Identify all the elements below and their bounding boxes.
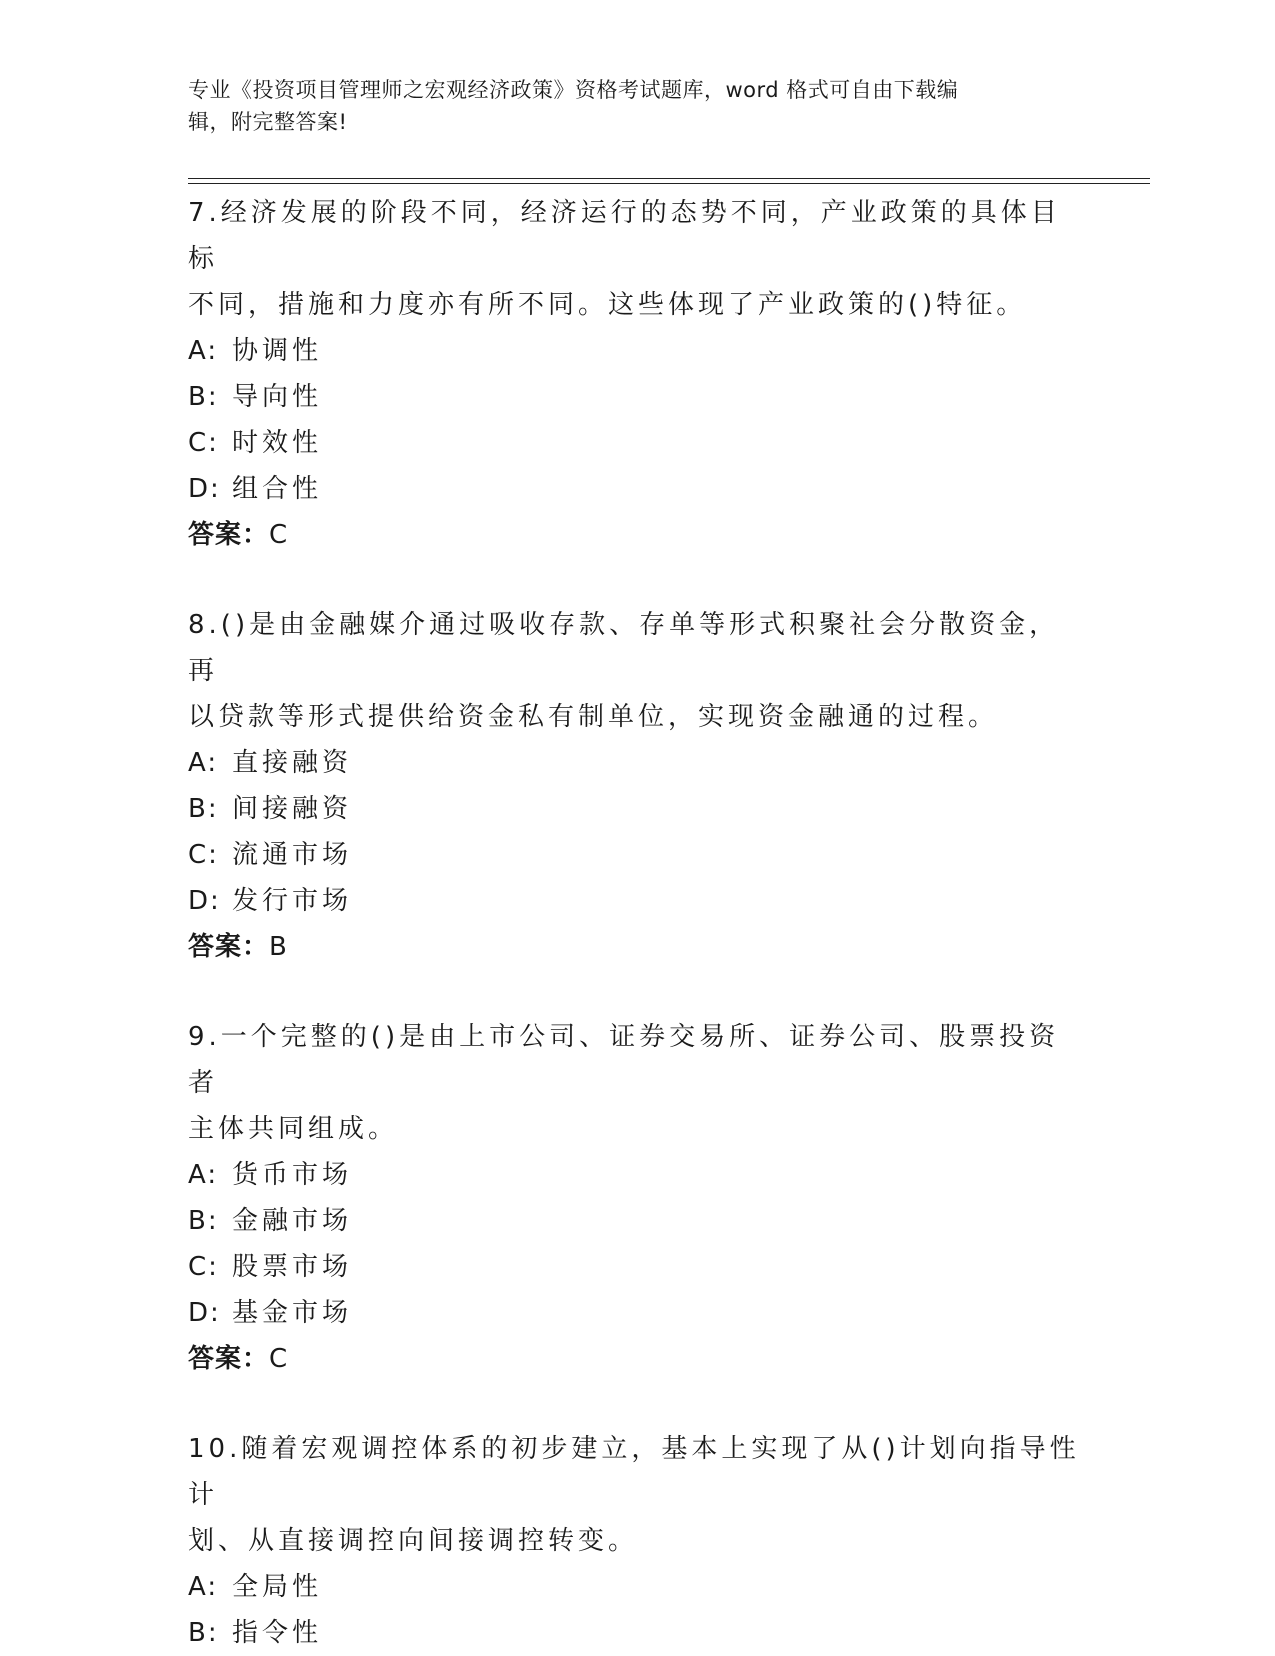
question-stem-line: 9.一个完整的()是由上市公司、证券交易所、证券公司、股票投资者 <box>188 1022 1060 1098</box>
question-9 <box>188 1014 1088 1382</box>
option-letter: B: <box>188 1618 219 1648</box>
question-7 <box>188 190 1088 558</box>
option-text: 组合性 <box>232 474 323 504</box>
option-letter: B: <box>188 382 219 412</box>
option-c <box>188 1244 1088 1290</box>
question-spacer <box>188 970 1088 1014</box>
option-text: 基金市场 <box>232 1298 353 1328</box>
answer-line <box>188 924 1088 970</box>
question-stem-line: 10.随着宏观调控体系的初步建立，基本上实现了从()计划向指导性计 <box>188 1434 1080 1510</box>
answer-label: 答案： <box>188 1344 270 1374</box>
option-b <box>188 1198 1088 1244</box>
question-stem-line: 8.()是由金融媒介通过吸收存款、存单等形式积聚社会分散资金，再 <box>188 610 1060 686</box>
option-text: 直接融资 <box>232 748 353 778</box>
option-text: 货币市场 <box>232 1160 353 1190</box>
option-d <box>188 1290 1088 1336</box>
question-spacer <box>188 558 1088 602</box>
option-c <box>188 832 1088 878</box>
option-letter: D: <box>188 886 221 916</box>
header-divider-bottom <box>188 183 1150 184</box>
option-b <box>188 786 1088 832</box>
answer-line <box>188 512 1088 558</box>
option-text: 时效性 <box>232 428 323 458</box>
option-d <box>188 878 1088 924</box>
question-list <box>188 190 1088 1656</box>
header-line-2: 辑，附完整答案! <box>188 110 348 134</box>
option-letter: C: <box>188 840 219 870</box>
option-text: 发行市场 <box>232 886 353 916</box>
header-line-1: 专业《投资项目管理师之宏观经济政策》资格考试题库，word 格式可自由下载编 <box>188 78 959 102</box>
question-stem-line: 主体共同组成。 <box>188 1114 399 1144</box>
option-text: 流通市场 <box>232 840 353 870</box>
option-b <box>188 374 1088 420</box>
option-a <box>188 740 1088 786</box>
option-a <box>188 328 1088 374</box>
header-divider-top <box>188 178 1150 179</box>
option-c <box>188 420 1088 466</box>
option-text: 协调性 <box>232 336 323 366</box>
question-spacer <box>188 1382 1088 1426</box>
answer-value: B <box>269 932 288 962</box>
option-a <box>188 1152 1088 1198</box>
option-text: 金融市场 <box>232 1206 353 1236</box>
option-letter: A: <box>188 1160 219 1190</box>
option-text: 全局性 <box>232 1572 323 1602</box>
answer-value: C <box>269 1344 289 1374</box>
question-stem-line: 不同，措施和力度亦有所不同。这些体现了产业政策的()特征。 <box>188 290 1027 320</box>
document-header <box>188 74 1068 138</box>
answer-line <box>188 1336 1088 1382</box>
option-b <box>188 1610 1088 1656</box>
option-letter: B: <box>188 1206 219 1236</box>
answer-label: 答案： <box>188 932 270 962</box>
option-a <box>188 1564 1088 1610</box>
option-letter: A: <box>188 1572 219 1602</box>
option-text: 间接融资 <box>232 794 353 824</box>
answer-value: C <box>269 520 289 550</box>
option-text: 股票市场 <box>232 1252 353 1282</box>
option-text: 指令性 <box>232 1618 323 1648</box>
question-stem-line: 7.经济发展的阶段不同，经济运行的态势不同，产业政策的具体目标 <box>188 198 1061 274</box>
question-stem-line: 划、从直接调控向间接调控转变。 <box>188 1526 639 1556</box>
option-letter: B: <box>188 794 219 824</box>
option-text: 导向性 <box>232 382 323 412</box>
option-letter: D: <box>188 1298 221 1328</box>
option-d <box>188 466 1088 512</box>
question-8 <box>188 602 1088 970</box>
answer-label: 答案： <box>188 520 270 550</box>
option-letter: C: <box>188 1252 219 1282</box>
question-10 <box>188 1426 1088 1656</box>
option-letter: D: <box>188 474 221 504</box>
option-letter: A: <box>188 748 219 778</box>
option-letter: A: <box>188 336 219 366</box>
question-stem-line: 以贷款等形式提供给资金私有制单位，实现资金融通的过程。 <box>188 702 999 732</box>
option-letter: C: <box>188 428 219 458</box>
